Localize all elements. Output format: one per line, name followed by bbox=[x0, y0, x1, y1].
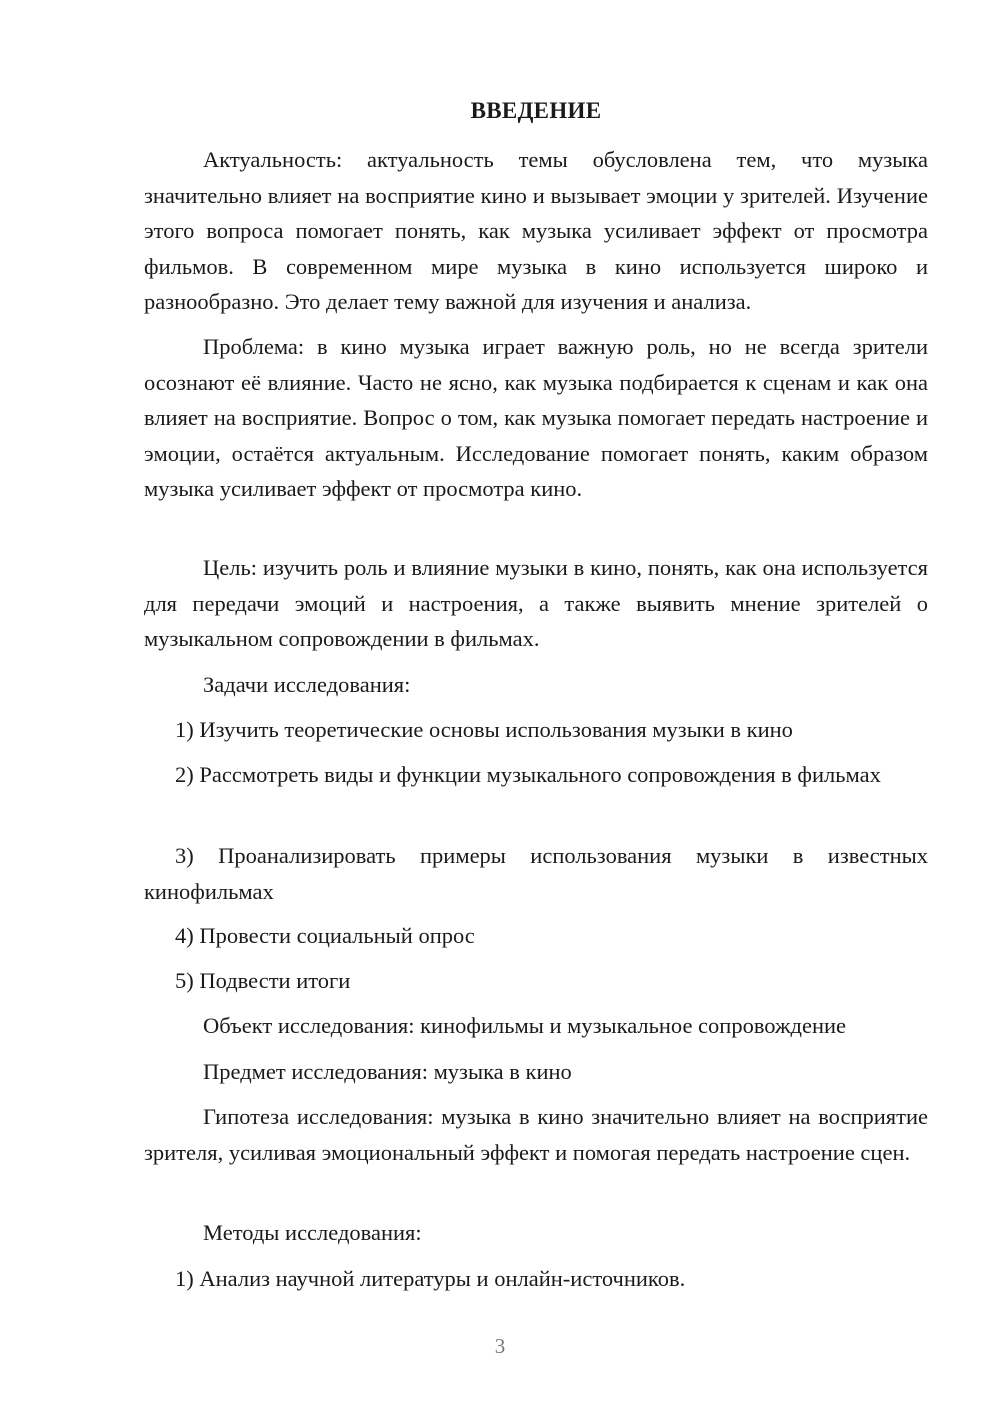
hypothesis-paragraph: Гипотеза исследования: музыка в кино значительно влияет на восприятие зрителя, усиливая эмоциональный эффект и помогая передать настроение сцен. bbox=[144, 1104, 928, 1165]
goal-paragraph: Цель: изучить роль и влияние музыки в кино, понять, как она используется для передачи эмоций и настроения, а также выявить мнение зрителей о музыкальном сопровождении в фильмах. bbox=[144, 555, 928, 652]
page-number: 3 bbox=[494, 1334, 506, 1358]
problem-paragraph: Проблема: в кино музыка играет важную роль, но не всегда зрители осознают её влияние. Часто не ясно, как музыка подбирается к сценам и как она влияет на восприятие. Вопрос о том, как музыка помогает передать настроение и эмоции, остаётся актуальным. Исследование помогает понять, каким образом музыка усиливает эффект от просмотра кино. bbox=[144, 334, 928, 502]
subject-line: Предмет исследования: музыка в кино bbox=[203, 1059, 572, 1084]
task-item: 3) Проанализировать примеры использования музыки в известных кинофильмах bbox=[144, 843, 928, 904]
relevance-paragraph: Актуальность: актуальность темы обусловлена тем, что музыка значительно влияет на восприятие кино и вызывает эмоции у зрителей. Изучение этого вопроса помогает понять, как музыка усиливает эффект от просмотра фильмов. В современном мире музыка в кино используется широко и разнообразно. Это делает тему важной для изучения и анализа. bbox=[144, 147, 928, 315]
method-item: 1) Анализ научной литературы и онлайн-источников. bbox=[175, 1266, 686, 1291]
section-heading: ВВЕДЕНИЕ bbox=[470, 98, 602, 123]
task-item: 1) Изучить теоретические основы использования музыки в кино bbox=[175, 717, 793, 742]
task-item: 4) Провести социальный опрос bbox=[175, 923, 475, 948]
tasks-heading: Задачи исследования: bbox=[203, 672, 411, 697]
methods-heading: Методы исследования: bbox=[203, 1220, 422, 1245]
task-item: 5) Подвести итоги bbox=[175, 968, 351, 993]
task-item: 2) Рассмотреть виды и функции музыкального сопровождения в фильмах bbox=[175, 762, 881, 787]
object-line: Объект исследования: кинофильмы и музыкальное сопровождение bbox=[203, 1013, 847, 1038]
